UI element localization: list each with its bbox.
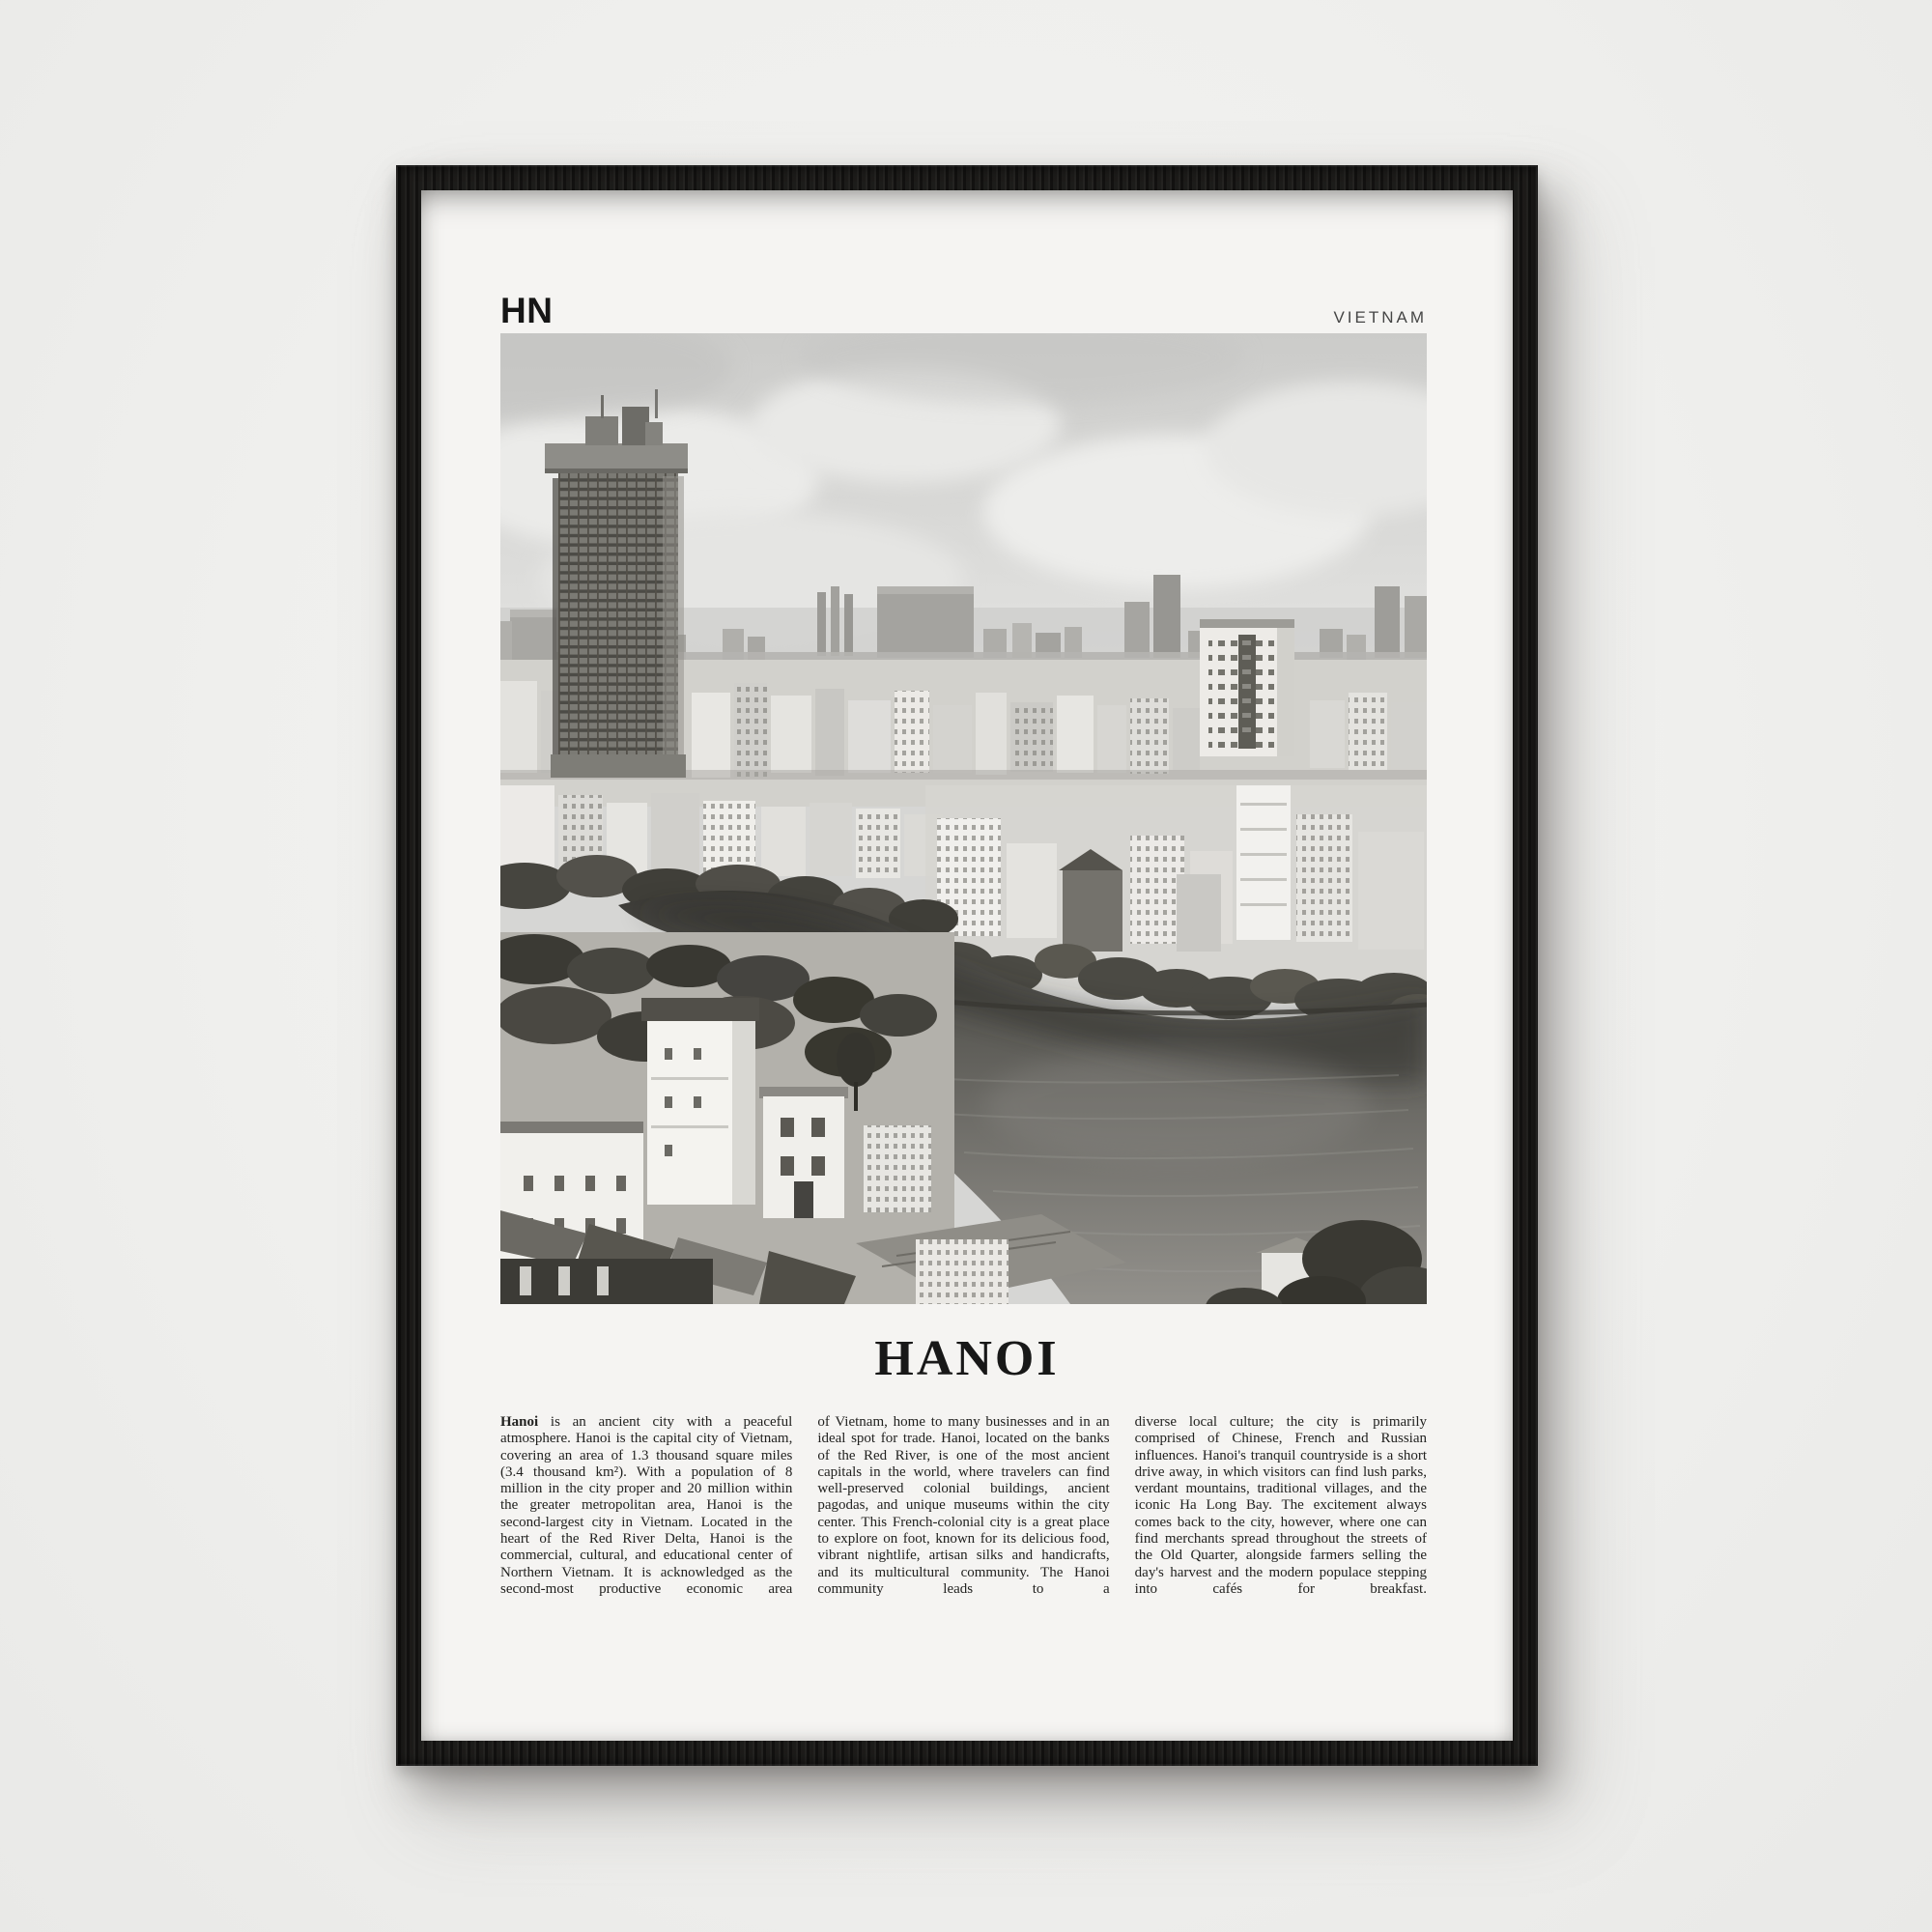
- poster-header: [500, 291, 1427, 331]
- column-1-text: is an ancient city with a peaceful atmosphere. Hanoi is the capital city of Vietnam, covering an area of 1.3 thousand square miles (3.4 thousand km²). With a population of 8 million in the city proper and 20 million within the greater metropolitan area, Hanoi is the second-largest city in Vietnam. Located in the heart of the Red River Delta, Hanoi is the commercial, cultural, and educational center of Northern Vietnam. It is acknowledged as the second-most productive economic area: [500, 1414, 793, 1597]
- white-highrise: [1200, 619, 1294, 756]
- construction-tower: [545, 389, 688, 778]
- picture-frame: [396, 165, 1538, 1766]
- description-column-2: [817, 1414, 1109, 1598]
- hanoi-cityscape-photo: [500, 333, 1427, 1304]
- city-abbreviation-label: HN: [500, 291, 554, 330]
- column-2-text: of Vietnam, home to many businesses and in an ideal spot for trade. Hanoi, located on the banks of the Red River, is one of the most ancient capitals in the world, where travelers can find well-preserved colonial buildings, ancient pagodas, and unique museums within the city center. This French-colonial city is a great place to explore on foot, known for its delicious food, vibrant nightlife, artisan silks and handicrafts, and its multicultural community. The Hanoi community leads to a: [817, 1414, 1110, 1597]
- cityscape-illustration: [500, 333, 1427, 1304]
- lead-word: Hanoi: [500, 1414, 539, 1430]
- country-label: VIETNAM: [1333, 308, 1427, 327]
- description-column-3: [1135, 1414, 1427, 1598]
- travel-poster: [421, 190, 1513, 1741]
- column-3-text: diverse local culture; the city is primarily comprised of Chinese, French and Russian influences. Hanoi's tranquil countryside is a short drive away, in which visitors can find lush parks, verdant mountains, traditional villages, and the iconic Ha Long Bay. The excitement always comes back to the city, however, where one can find merchants spread throughout the streets of the Old Quarter, alongside farmers selling the day's harvest and the modern populace stepping into cafés for breakfast.: [1134, 1414, 1427, 1597]
- description-columns: [500, 1414, 1427, 1598]
- poster-title: HANOI: [874, 1331, 1060, 1386]
- description-column-1: [500, 1414, 792, 1598]
